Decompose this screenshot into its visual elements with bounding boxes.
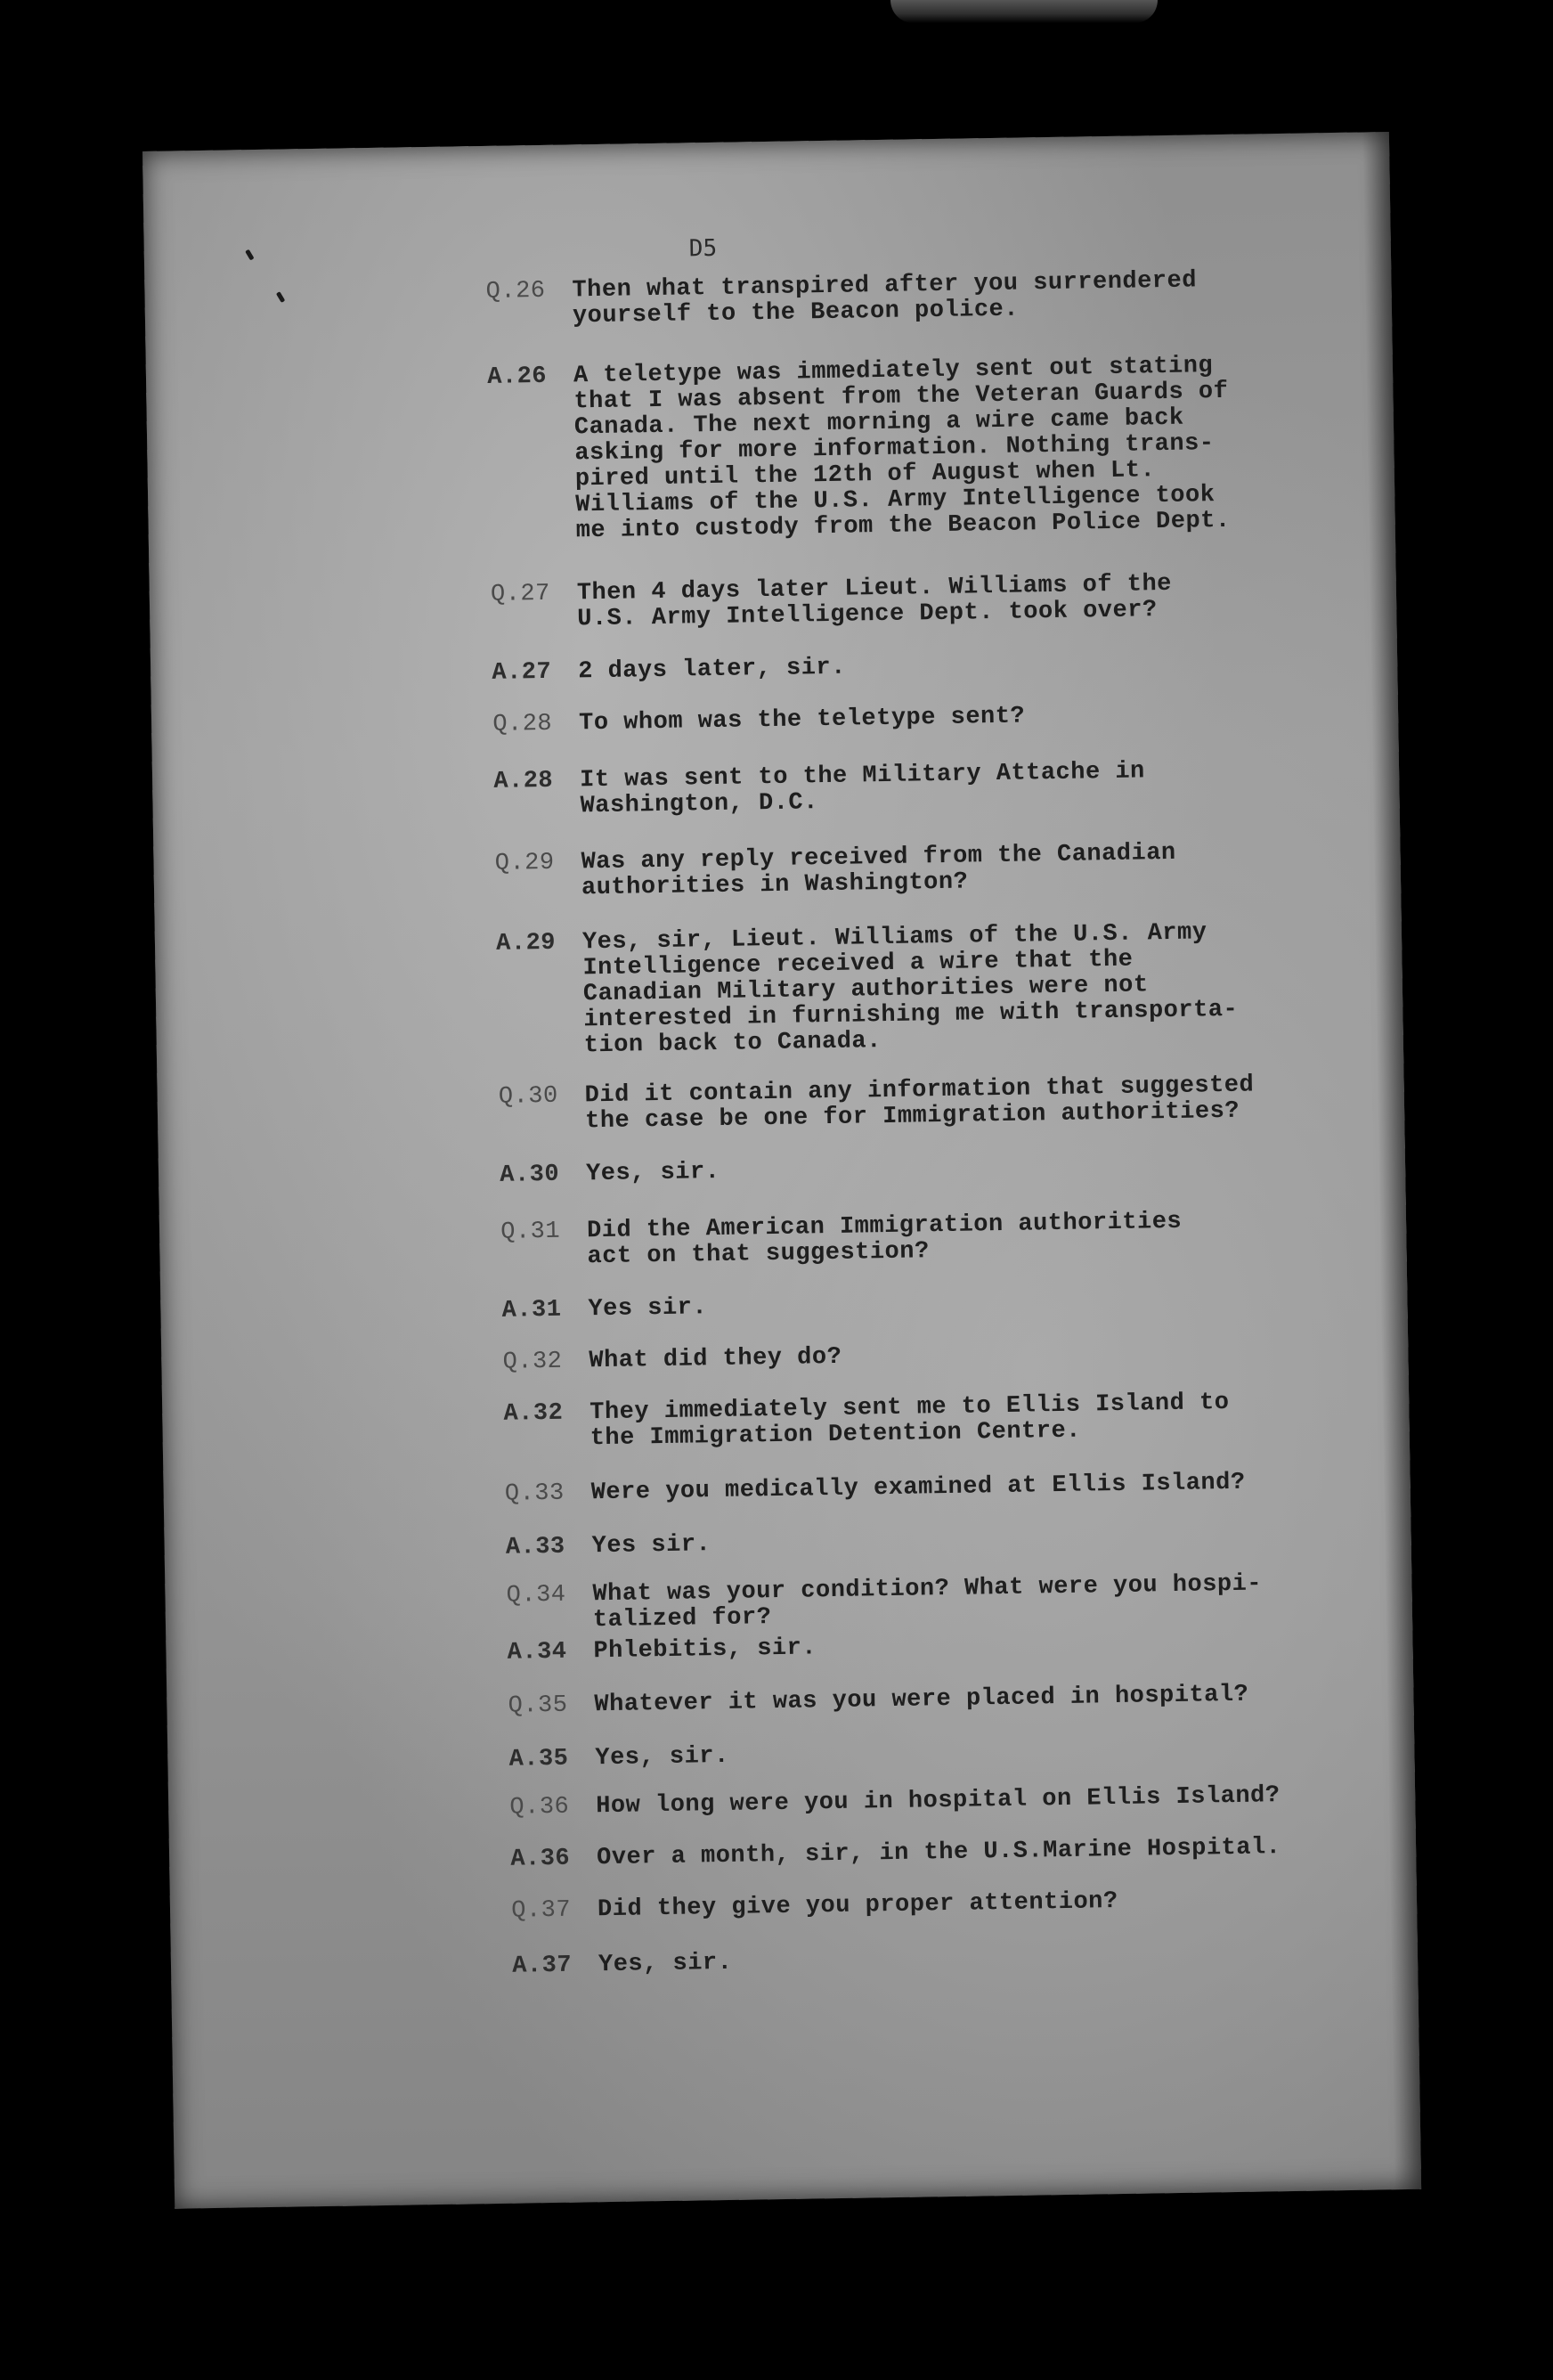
page-number: D5 [688,234,718,263]
entry-label: Q.32 [502,1348,563,1376]
entry-text: It was sent to the Military Attache in Washington, D.C. [579,758,1146,820]
entry-label: Q.31 [500,1218,561,1246]
entry-text: Did the American Immigration authorities act on that suggestion? [586,1208,1183,1271]
entry-text: Was any reply received from the Canadian authorities in Washington? [581,839,1176,902]
entry-label: A.33 [505,1533,565,1561]
entry-label: A.34 [507,1638,567,1667]
film-edge-smudge [890,0,1158,23]
entry-label: Q.29 [494,849,555,877]
entry-text: How long were you in hospital on Ellis Island? [596,1782,1281,1821]
entry-label: A.28 [493,767,554,795]
entry-text: Phlebitis, sir. [593,1634,817,1666]
punch-mark [245,249,254,261]
entry-text: 2 days later, sir. [578,654,847,686]
entry-label: Q.34 [506,1581,566,1610]
entry-text: Did it contain any information that suggested the case be one for Immigration authorities? [584,1072,1255,1136]
entry-text: Were you medically examined at Ellis Island? [590,1469,1246,1507]
entry-label: A.27 [492,658,552,687]
entry-label: A.31 [501,1296,562,1324]
entry-text: Yes, sir. [585,1158,720,1188]
punch-mark [276,291,285,303]
entry-label: Q.27 [490,580,551,608]
page-edge-shadow [1362,132,1421,2189]
entry-text: What was your condition? What were you hospi- talized for? [592,1570,1263,1634]
entry-label: Q.28 [492,710,553,738]
entry-text: Then what transpired after you surrendered yourself to the Beacon police. [572,267,1198,330]
entry-text: Then 4 days later Lieut. Williams of the U.S. Army Intelligence Dept. took over? [576,570,1173,633]
entry-label: Q.36 [509,1793,570,1822]
entry-text: Yes, sir. [595,1742,729,1773]
typed-page [142,132,1421,2209]
entry-label: Q.37 [511,1896,572,1925]
entry-text: A teletype was immediately sent out stating that I was absent from the Veteran Guards of Canada. The next morning a wire came back asking for more information. Nothing trans- pired until the 12th of August when Lt. Williams of the U.S. Army Intelligence took me into custody from the Beacon Police Dept. [573,353,1231,545]
entry-text: To whom was the teletype sent? [578,703,1026,738]
entry-text: Yes sir. [591,1531,711,1561]
entry-text: They immediately sent me to Ellis Island to the Immigration Detention Centre. [589,1390,1230,1453]
entry-text: Yes sir. [588,1294,708,1324]
entry-label: A.29 [495,929,557,958]
entry-text: Yes, sir. [598,1949,733,1979]
entry-label: A.26 [486,363,548,391]
entry-label: A.37 [512,1952,573,1980]
entry-label: Q.33 [504,1479,565,1508]
entry-text: Did they give you proper attention? [597,1888,1118,1924]
entry-label: A.35 [508,1745,569,1773]
entry-label: A.36 [510,1845,571,1873]
entry-label: Q.35 [508,1691,568,1720]
entry-label: A.32 [503,1399,564,1428]
entry-label: Q.26 [485,277,546,306]
entry-text: What did they do? [589,1343,842,1375]
entry-text: Whatever it was you were placed in hospital? [594,1681,1249,1719]
entry-text: Over a month, sir, in the U.S.Marine Hospital. [596,1834,1281,1872]
entry-label: Q.30 [498,1082,558,1111]
entry-text: Yes, sir, Lieut. Williams of the U.S. Army Intelligence received a wire that the Canadian Military authorities were not interested in furnishing me with transporta- tion back to Canada. [581,919,1239,1060]
entry-label: A.30 [500,1161,560,1189]
